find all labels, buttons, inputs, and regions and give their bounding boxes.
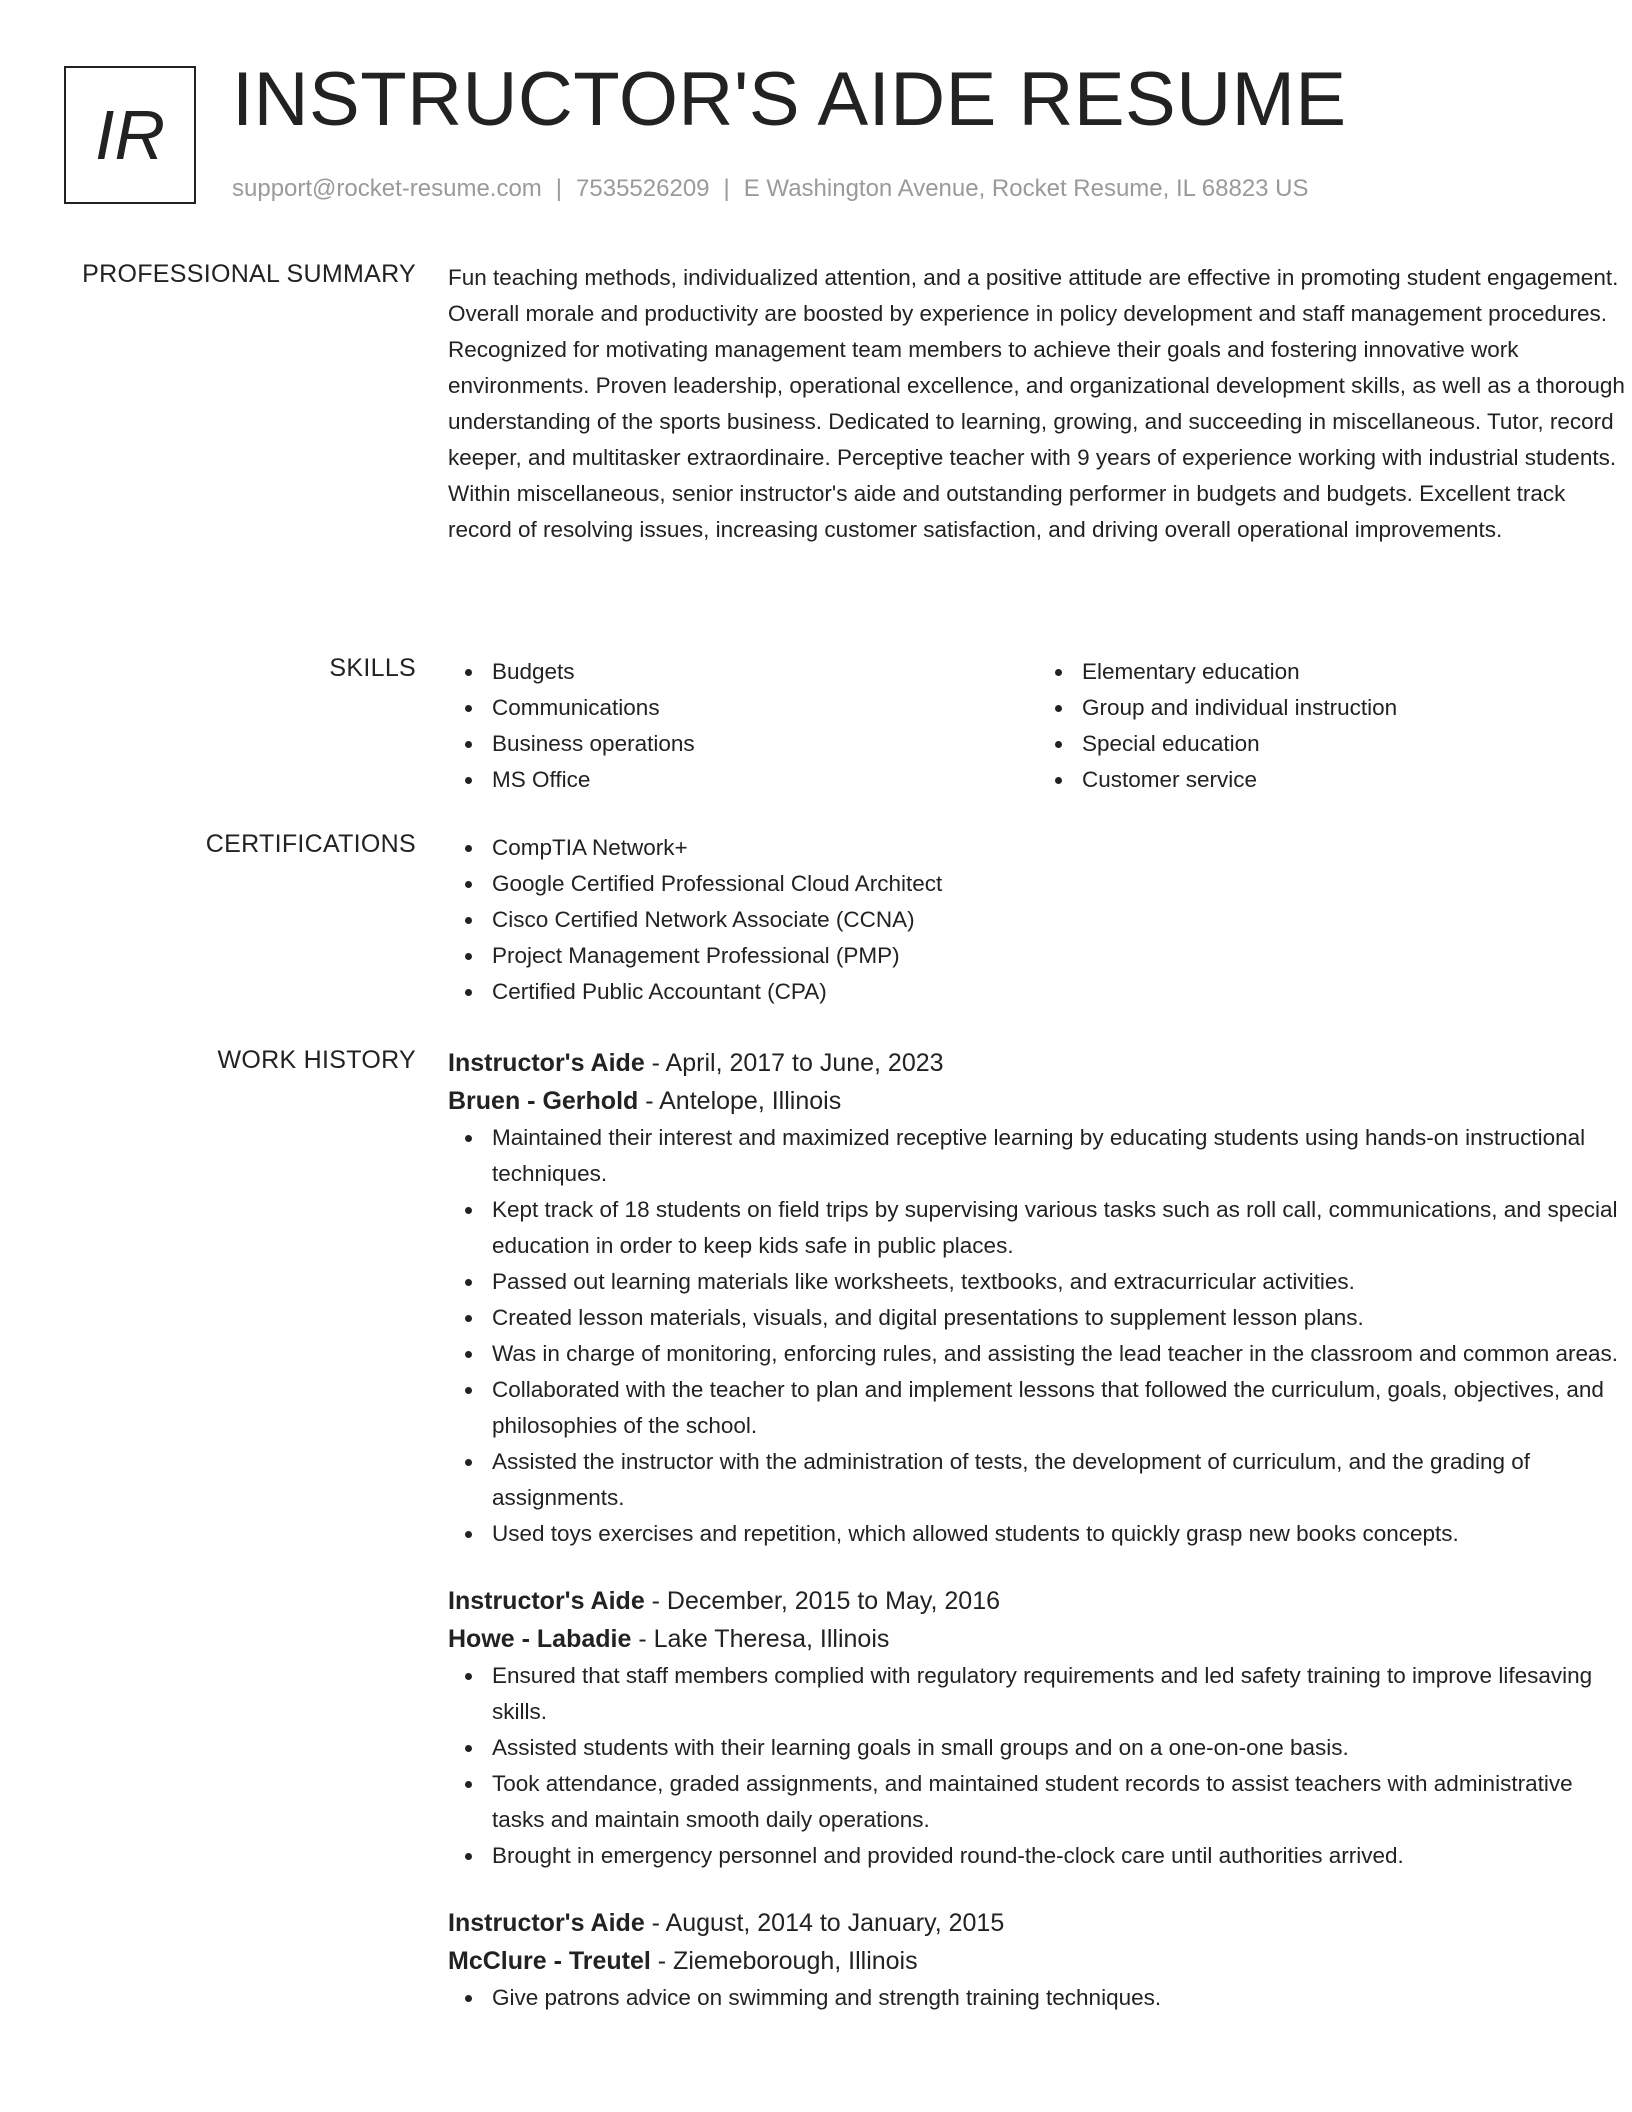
skill-item: Customer service — [1082, 762, 1628, 798]
resume-title: INSTRUCTOR'S AIDE RESUME — [232, 57, 1347, 142]
job-company: Howe - Labadie — [448, 1625, 632, 1653]
monogram-badge: IR — [64, 66, 196, 204]
job-duty: Brought in emergency personnel and provided round-the-clock care until authorities arrived. — [492, 1838, 1628, 1874]
certification-item: Project Management Professional (PMP) — [492, 938, 1628, 974]
job-location: - Lake Theresa, Illinois — [631, 1625, 890, 1653]
job-role: Instructor's Aide — [448, 1049, 645, 1077]
job-dates: - December, 2015 to May, 2016 — [644, 1587, 1001, 1615]
job-entry — [448, 1044, 1628, 1552]
job-duty: Assisted students with their learning goals in small groups and on a one-on-one basis. — [492, 1730, 1628, 1766]
job-company-line — [448, 1082, 1628, 1120]
job-location: - Antelope, Illinois — [638, 1087, 842, 1115]
resume-header — [64, 57, 1564, 214]
job-duty: Created lesson materials, visuals, and digital presentations to supplement lesson plans. — [492, 1300, 1628, 1336]
job-company: Bruen - Gerhold — [448, 1087, 639, 1115]
job-title-line — [448, 1044, 1628, 1082]
job-duty: Passed out learning materials like worksheets, textbooks, and extracurricular activities. — [492, 1264, 1628, 1300]
summary-text: Fun teaching methods, individualized attention, and a positive attitude are effective in promoting student engagement. Overall morale and productivity are boosted by experience in policy development and staff management procedures. Recognized for motivating management team members to achieve their goals and fostering innovative work environments. Proven leadership, operational excellence, and organizational development skills, as well as a thorough understanding of the sports business. Dedicated to learning, growing, and succeeding in miscellaneous. Tutor, record keeper, and multitasker extraordinaire. Perceptive teacher with 9 years of experience working with industrial students. Within miscellaneous, senior instructor's aide and outstanding performer in budgets and budgets. Excellent track record of resolving issues, increasing customer satisfaction, and driving overall operational improvements. — [448, 265, 1625, 542]
job-duty: Collaborated with the teacher to plan and implement lessons that followed the curriculum, goals, objectives, and philosophies of the school. — [492, 1372, 1628, 1444]
contact-line — [232, 175, 1309, 203]
job-entry — [448, 1904, 1628, 2016]
skill-item: Group and individual instruction — [1082, 690, 1628, 726]
job-duty: Used toys exercises and repetition, which allowed students to quickly grasp new books concepts. — [492, 1516, 1628, 1552]
contact-separator: | — [723, 175, 730, 202]
job-entry — [448, 1582, 1628, 1874]
job-duty: Ensured that staff members complied with regulatory requirements and led safety training to improve lifesaving skills. — [492, 1658, 1628, 1730]
job-dates: - April, 2017 to June, 2023 — [644, 1049, 944, 1077]
contact-separator: | — [555, 175, 563, 202]
certification-item: Certified Public Accountant (CPA) — [492, 974, 1628, 1010]
section-label-certifications: CERTIFICATIONS — [205, 830, 416, 858]
job-location: - Ziemeborough, Illinois — [650, 1947, 918, 1975]
certification-item: CompTIA Network+ — [492, 830, 1628, 866]
skill-item: Special education — [1082, 726, 1628, 762]
job-title-line — [448, 1904, 1628, 1942]
job-title-line — [448, 1582, 1628, 1620]
job-role: Instructor's Aide — [448, 1909, 645, 1937]
job-duties-list — [448, 1980, 1628, 2016]
job-duty: Maintained their interest and maximized receptive learning by educating students using hands-on instructional techniques. — [492, 1120, 1628, 1192]
section-label-work-history: WORK HISTORY — [217, 1046, 416, 1074]
job-duty: Took attendance, graded assignments, and maintained student records to assist teachers with administrative tasks and maintain smooth daily operations. — [492, 1766, 1628, 1838]
job-duty: Kept track of 18 students on field trips by supervising various tasks such as roll call, communications, and special education in order to keep kids safe in public places. — [492, 1192, 1628, 1264]
job-company-line — [448, 1942, 1628, 1980]
job-duty: Give patrons advice on swimming and strength training techniques. — [492, 1980, 1628, 2016]
job-company: McClure - Treutel — [448, 1947, 651, 1975]
skills-list-left — [448, 654, 1038, 798]
job-duty: Assisted the instructor with the administration of tests, the development of curriculum, and the grading of assignments. — [492, 1444, 1628, 1516]
contact-address: E Washington Avenue, Rocket Resume, IL 68823 US — [743, 175, 1309, 202]
job-role: Instructor's Aide — [448, 1587, 645, 1615]
skill-item: Budgets — [492, 654, 1038, 690]
skills-list-right — [1038, 654, 1628, 798]
job-duties-list — [448, 1658, 1628, 1874]
certification-item: Google Certified Professional Cloud Architect — [492, 866, 1628, 902]
job-dates: - August, 2014 to January, 2015 — [644, 1909, 1005, 1937]
skill-item: MS Office — [492, 762, 1038, 798]
job-duty: Was in charge of monitoring, enforcing rules, and assisting the lead teacher in the classroom and common areas. — [492, 1336, 1628, 1372]
skill-item: Elementary education — [1082, 654, 1628, 690]
skill-item: Communications — [492, 690, 1038, 726]
certifications-list — [448, 830, 1628, 1010]
job-company-line — [448, 1620, 1628, 1658]
contact-email: support@rocket-resume.com — [232, 175, 542, 202]
skill-item: Business operations — [492, 726, 1038, 762]
job-duties-list — [448, 1120, 1628, 1552]
section-label-summary: PROFESSIONAL SUMMARY — [82, 260, 416, 288]
section-label-skills: SKILLS — [329, 654, 416, 682]
contact-phone: 7535526209 — [576, 175, 710, 202]
certification-item: Cisco Certified Network Associate (CCNA) — [492, 902, 1628, 938]
